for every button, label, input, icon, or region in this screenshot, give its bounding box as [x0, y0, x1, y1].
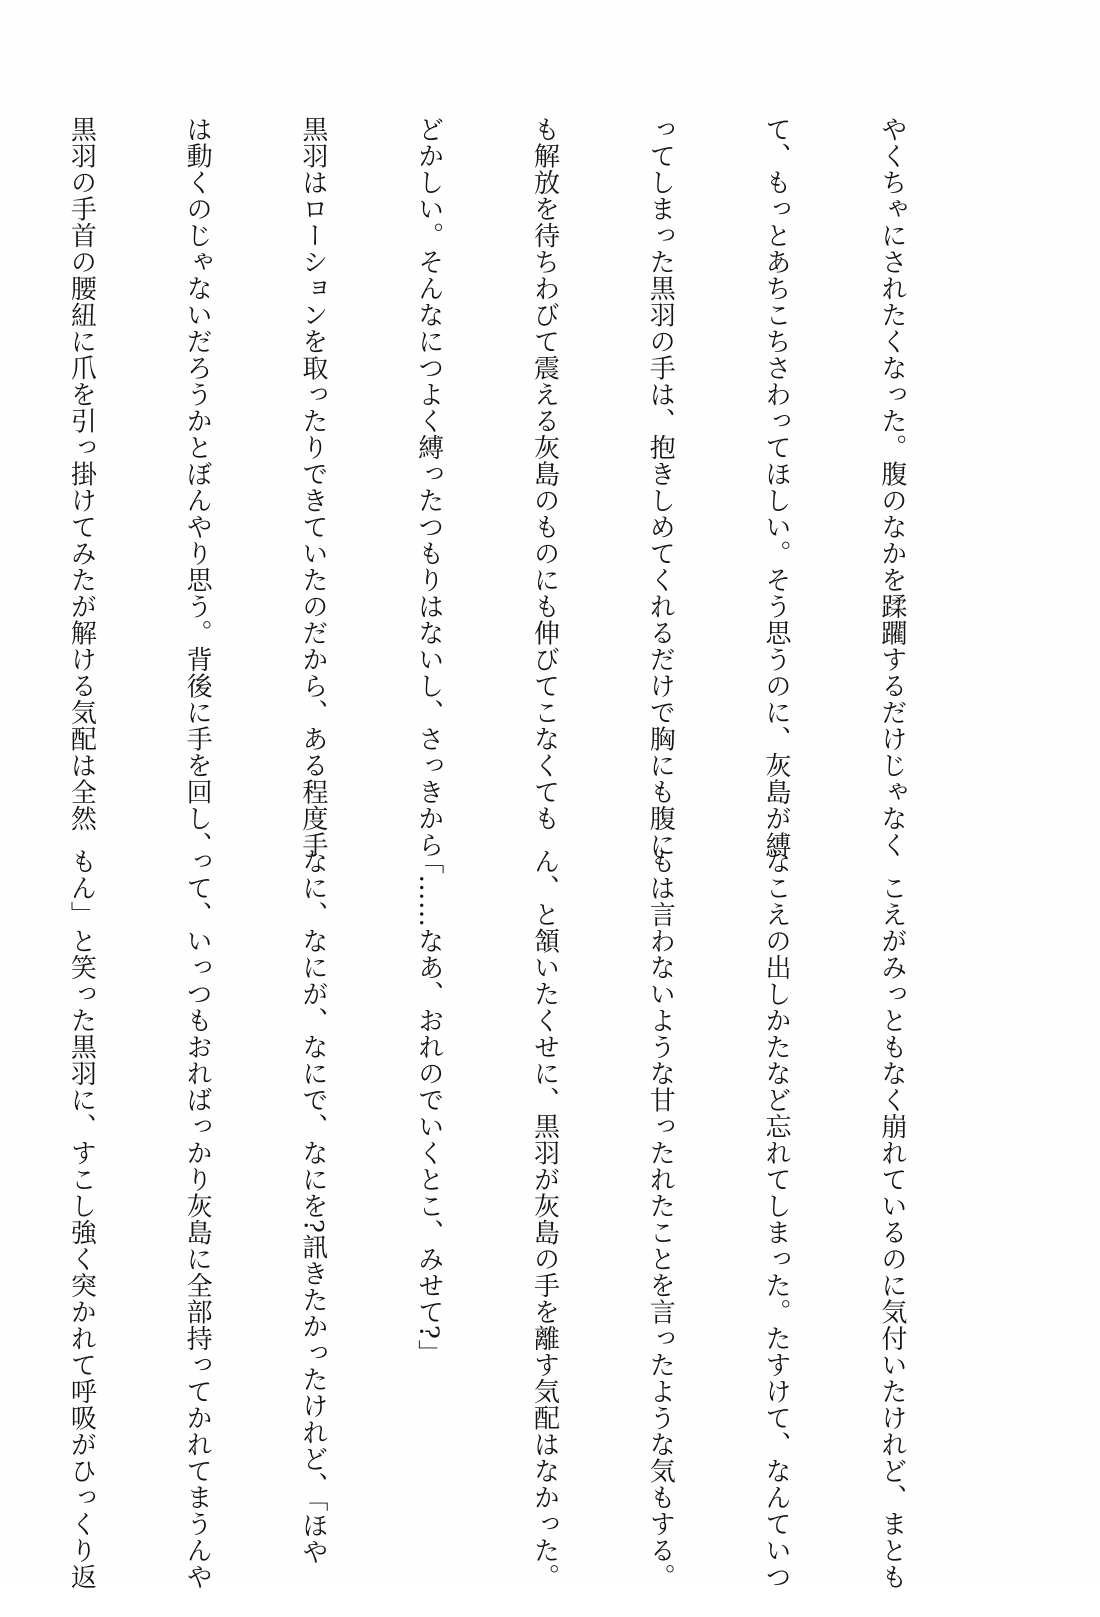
lower-text-block	[0, 848, 988, 1590]
text-line: どかしい。そんなにつよく縛ったつもりはないし、さっきから	[413, 116, 444, 858]
upper-text-block	[0, 116, 988, 858]
text-line: ってしまった黒羽の手は、抱きしめてくれるだけで胸にも腹に	[645, 116, 676, 858]
text-line: って、いっつもおればっかり灰島に全部持ってかれてまうんや	[182, 848, 213, 1590]
text-line: なに、なにが、なにで、なにを?訊きたかったけれど、「ほや	[297, 848, 328, 1565]
text-line: も解放を待ちわびて震える灰島のものにも伸びてこなくても	[529, 116, 560, 832]
text-line: やくちゃにされたくなった。腹のなかを蹂躙するだけじゃなく	[876, 116, 907, 858]
text-line: 黒羽の手首の腰紐に爪を引っ掛けてみたが解ける気配は全然	[66, 116, 97, 832]
text-line: は動くのじゃないだろうかとぼんやり思う。背後に手を回し、	[182, 116, 213, 858]
text-line: て、もっとあちこちさわってほしい。そう思うのに、灰島が縛	[761, 116, 792, 858]
text-line: 「……なあ、おれのでいくとこ、みせて?」	[413, 848, 444, 1366]
text-line: もん」と笑った黒羽に、すこし強く突かれて呼吸がひっくり返	[66, 848, 97, 1590]
text-line: なこえの出しかたなど忘れてしまった。たすけて、なんていつ	[761, 848, 792, 1590]
text-line: もは言わないような甘ったれたことを言ったような気もする。	[645, 848, 676, 1590]
text-line: ん、と頷いたくせに、黒羽が灰島の手を離す気配はなかった。	[529, 848, 560, 1590]
text-line: 黒羽はローションを取ったりできていたのだから、ある程度手	[297, 116, 328, 858]
text-line: こえがみっともなく崩れているのに気付いたけれど、まとも	[876, 848, 907, 1590]
